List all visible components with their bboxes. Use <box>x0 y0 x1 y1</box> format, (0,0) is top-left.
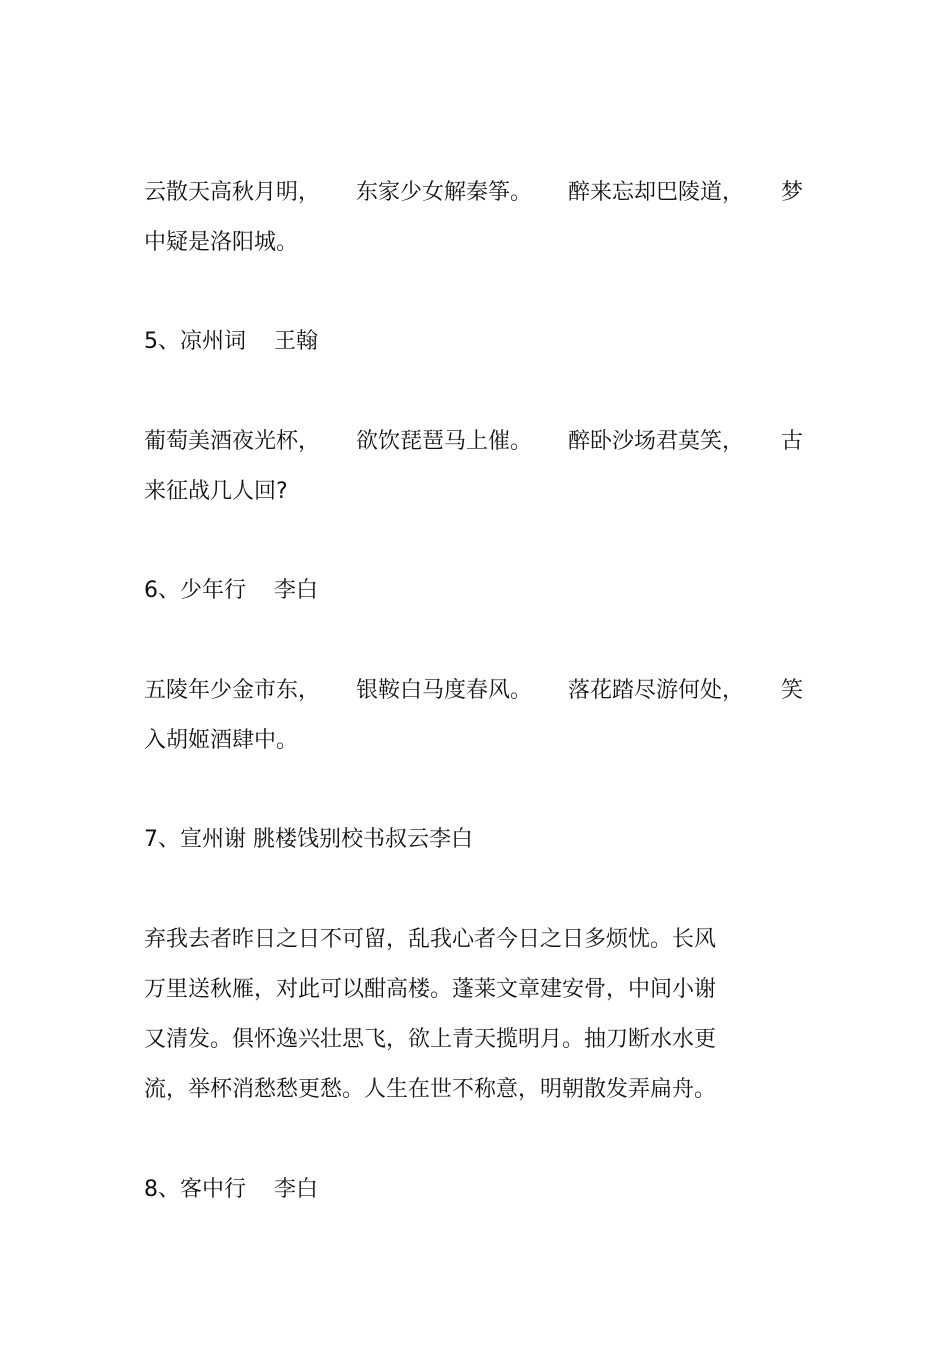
verse-line: 流，举杯消愁愁更愁。人生在世不称意，明朝散发弄扁舟。 <box>144 1077 717 1102</box>
verse-segment: 银鞍白马度春风。 <box>356 678 533 703</box>
verse-segment: 东家少女解秦筝。 <box>356 180 533 205</box>
verse-segment: 中疑是洛阳城。 <box>144 230 299 255</box>
verse-segment: 醉卧沙场君莫笑， <box>568 429 745 454</box>
verse-segment: 落花踏尽游何处， <box>568 678 745 703</box>
verse-line: 又清发。俱怀逸兴壮思飞，欲上青天揽明月。抽刀断水水更 <box>144 1027 717 1052</box>
verse-segment: 葡萄美酒夜光杯， <box>144 429 321 454</box>
verse-segment: 欲饮琵琶马上催。 <box>356 429 533 454</box>
poem-heading: 6、少年行 李白 <box>144 578 318 603</box>
verse-segment: 笑 <box>781 678 804 703</box>
verse-segment: 醉来忘却巴陵道， <box>568 180 745 205</box>
verse-segment: 古 <box>781 429 804 454</box>
verse-line: 万里送秋雁，对此可以酣高楼。蓬莱文章建安骨，中间小谢 <box>144 977 717 1002</box>
poem-heading: 5、凉州词 王翰 <box>144 329 318 354</box>
verse-segment: 入胡姬酒肆中。 <box>144 728 299 753</box>
verse-segment: 梦 <box>781 180 804 205</box>
verse-segment: 五陵年少金市东， <box>144 678 321 703</box>
verse-line: 弃我去者昨日之日不可留，乱我心者今日之日多烦忧。长风 <box>144 927 717 952</box>
poem-heading: 8、客中行 李白 <box>144 1177 318 1202</box>
verse-segment: 云散天高秋月明， <box>144 180 321 205</box>
verse-segment: 来征战几人回? <box>144 479 288 504</box>
poem-heading: 7、宣州谢 朓楼饯别校书叔云李白 <box>144 827 473 852</box>
